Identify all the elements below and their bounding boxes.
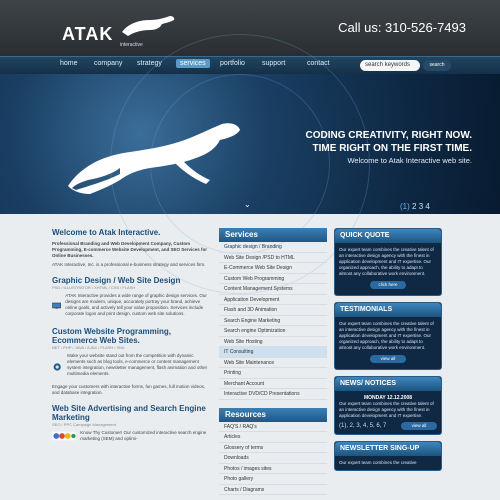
quick-quote-button[interactable]: click here	[370, 281, 406, 289]
welcome-title: Welcome to Atak Interactive.	[52, 228, 161, 237]
services-column	[219, 228, 327, 495]
resource-item[interactable]: Charts / Diagrams	[219, 485, 327, 496]
quick-quote-text: Our expert team combines the creative talent of an interactive design agency with the finest in application development and IT expertise. Our organized approach, the ability to adapt to almost any collaborative work environment.	[339, 247, 434, 276]
service-item[interactable]: Graphic design / Branding	[219, 242, 327, 253]
nav-portfolio[interactable]: portfolio	[220, 60, 245, 67]
resource-item[interactable]: Downloads	[219, 453, 327, 464]
graphic-design-title[interactable]: Graphic Design / Web Site Design	[52, 276, 181, 285]
gear-icon	[52, 353, 63, 381]
seo-text: Know Thy Customer! Our customized interactive search engine marketing (SEM) and optimi-	[80, 430, 207, 441]
hero-subtitle: Welcome to Atak Interactive web site.	[347, 156, 472, 165]
testimonials-box	[334, 302, 442, 370]
welcome-bold-text: Professional Branding and Web Development Company, Custom Programming, E-commerce Website Development, and SEO Services for Online Businesses.	[52, 241, 207, 258]
quick-quote-header: QUICK QUOTE	[335, 229, 441, 243]
nav-services[interactable]: services	[176, 59, 210, 68]
service-item[interactable]: Printing	[219, 368, 327, 379]
service-item[interactable]: Content Management Systems	[219, 284, 327, 295]
news-header: NEWS/ NOTICES	[335, 377, 441, 391]
resource-item[interactable]: Glossery of terms	[219, 443, 327, 454]
news-date: MONDAY 12.12.2008	[363, 395, 413, 401]
hero-heading-2: TIME RIGHT ON THE FIRST TIME.	[312, 143, 472, 154]
logo-wordmark: ATAK	[62, 24, 114, 44]
seo-title[interactable]: Web Site Advertising and Search Engine Marketing	[52, 404, 206, 422]
nav-strategy[interactable]: strategy	[137, 60, 162, 67]
right-column	[334, 228, 442, 477]
testimonials-body	[335, 317, 441, 369]
hero-pager[interactable]	[400, 202, 430, 211]
news-body	[335, 391, 441, 434]
testimonials-header: TESTIMONIALS	[335, 303, 441, 317]
resources-header: Resources	[219, 408, 327, 422]
service-item[interactable]: Web Site Hosting	[219, 337, 327, 348]
search-input[interactable]: search keywords	[360, 60, 420, 71]
welcome-text: ATAK Interactive, Inc. is a professional e-business strategy and services firm.	[52, 262, 206, 267]
atak-logo[interactable]	[62, 14, 174, 48]
resource-item[interactable]: Articles	[219, 432, 327, 443]
monitor-icon	[52, 293, 61, 319]
phone-number: Call us: 310-526-7493	[338, 20, 466, 35]
nav-home[interactable]: home	[60, 60, 78, 67]
newsletter-body	[335, 456, 441, 470]
chevron-down-icon[interactable]: ⌄	[244, 200, 251, 209]
panther-logo-icon	[120, 14, 176, 38]
service-item[interactable]: Interactive DVD/CD Presentations	[219, 389, 327, 400]
graphic-design-tags: PSD / ILLUSTRATOR / XHTML / CSS / FLASH	[52, 285, 136, 290]
news-text: Our expert team combines the creative talent of an interactive design agency with the finest in application development and IT expertise.	[339, 401, 434, 418]
custom-programming-text: Make your website stand out from the competition with dynamic elements such as blog tools, e-commerce or content management system integration, newsletter management, flash animation and other multimedia elements.	[67, 353, 208, 376]
quick-quote-box	[334, 228, 442, 296]
hero-pager-pages[interactable]: 2 3 4	[412, 202, 430, 211]
custom-programming-tags: NET / PHP / JAVA / AJAX / FLASH / XML	[52, 345, 125, 350]
search-button[interactable]: search	[423, 60, 451, 71]
logo-subtitle: interactive	[120, 42, 143, 48]
resource-item[interactable]: FAQ'S / RAQ's	[219, 422, 327, 433]
service-item[interactable]: Merchant Account	[219, 379, 327, 390]
seo-tags: SEO / PPC Campaign Management	[52, 422, 116, 427]
testimonials-view-all-button[interactable]: view all	[370, 355, 406, 363]
nav-contact[interactable]: contact	[307, 60, 330, 67]
graphic-design-section	[52, 293, 212, 319]
service-item[interactable]: Flash and 3D Animation	[219, 305, 327, 316]
nav-company[interactable]: company	[94, 60, 123, 67]
service-item[interactable]: Web Site Design /PSD to HTML	[219, 253, 327, 264]
newsletter-text: Our expert team combines the creative	[339, 460, 417, 465]
services-header: Services	[219, 228, 327, 242]
newsletter-box	[334, 441, 442, 471]
service-item-selected[interactable]: IT Consulting	[219, 347, 327, 358]
hero-banner	[0, 74, 500, 214]
graphic-design-text: ATAK Interactive provides a wide range of graphic design services. Our designs are modern, unique, accurately portray your brand, achieve online goals, and actively tell your value proposition. Services include corporate logos and print design, custom web site solutions.	[65, 293, 207, 316]
nav-support[interactable]: support	[262, 60, 286, 67]
service-item[interactable]: Application Development	[219, 295, 327, 306]
service-item[interactable]: Custom Web Programming	[219, 274, 327, 285]
resource-item[interactable]: Photo gallery	[219, 474, 327, 485]
custom-programming-section	[52, 353, 212, 381]
testimonials-text: Our expert team combines the creative talent of an interactive design agency with the finest in application development and IT expertise. Our organized approach, the ability to adapt to almost any collaborative work environment.	[339, 321, 434, 350]
service-item[interactable]: Web Site Maintenance	[219, 358, 327, 369]
service-item[interactable]: Search Engine Marketing	[219, 316, 327, 327]
newsletter-header: NEWSLETTER SING-UP	[335, 442, 441, 456]
custom-programming-title[interactable]: Custom Website Programming, Ecommerce Web Sites.	[52, 327, 171, 345]
news-box	[334, 376, 442, 435]
hero-pager-current[interactable]: (1)	[400, 202, 410, 211]
resource-item[interactable]: Photos / images sites	[219, 464, 327, 475]
news-view-all-button[interactable]: view all	[401, 422, 437, 430]
main-content	[52, 228, 212, 442]
leaping-panther-icon	[60, 108, 250, 198]
service-item[interactable]: E-Commerce Web Site Design	[219, 263, 327, 274]
custom-programming-text-2: Engage your customers with interactive forms, fun games, full motion videos, and database integration.	[52, 384, 206, 395]
seo-section	[52, 430, 212, 442]
quick-quote-body	[335, 243, 441, 295]
service-item[interactable]: Search engine Optimization	[219, 326, 327, 337]
hero-heading-1: CODING CREATIVITY, RIGHT NOW.	[305, 130, 472, 141]
google-logo-icon	[52, 430, 76, 442]
news-pager[interactable]: (1), 2, 3, 4, 5, 6, 7	[339, 423, 387, 429]
